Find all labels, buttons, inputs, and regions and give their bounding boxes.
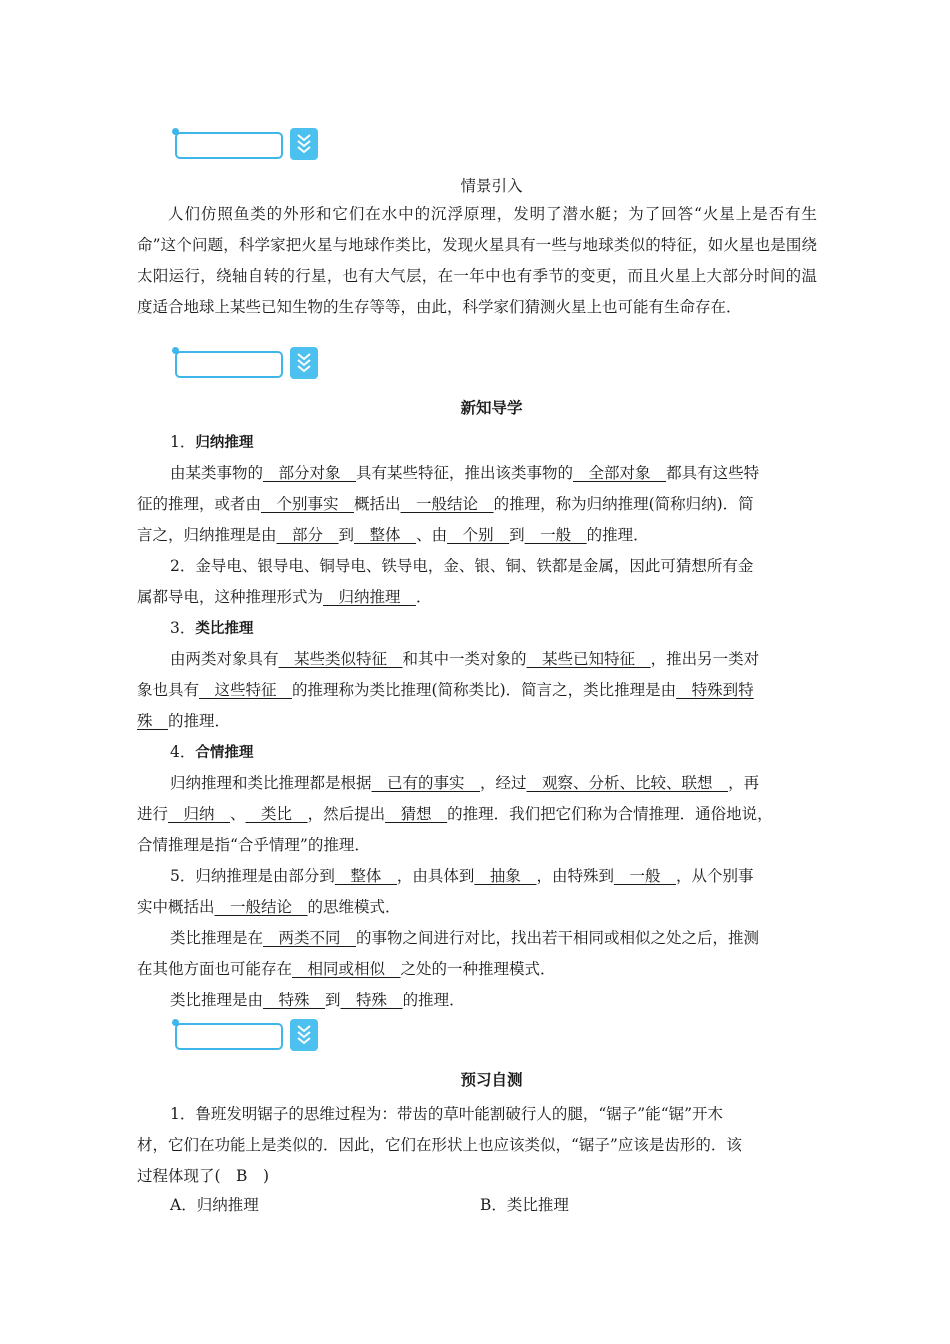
option-a: A．归纳推理: [170, 1196, 259, 1214]
answer-blank: __观察、分析、比较、联想__: [526, 774, 729, 792]
answer-blank: __归纳推理__: [323, 588, 417, 606]
item-4-line-1: [170, 772, 759, 794]
answer-blank: 殊__: [137, 712, 169, 730]
text-span: 都具有这些特: [666, 464, 760, 482]
item-3-number: 3．: [170, 619, 196, 637]
item-4-number: 4．: [170, 743, 196, 761]
item-3-title: 类比推理: [195, 621, 254, 637]
double-chevron-down-icon: [290, 128, 318, 160]
answer-blank: __一般__: [524, 526, 587, 544]
question-1-line-1: 1．鲁班发明锯子的思维过程为：带齿的草叶能割破行人的腿，“锯子”能“锯”开木: [170, 1105, 724, 1123]
text-span: 属都导电，这种推理形式为: [137, 588, 324, 606]
text-span: 由某类事物的: [170, 464, 264, 482]
item-3-heading: [170, 617, 253, 640]
answer-blank: __整体__: [334, 867, 397, 885]
answer-blank: __特殊__: [340, 991, 403, 1009]
text-span: 之处的一种推理模式．: [400, 960, 556, 978]
text-span: 的推理．: [586, 526, 649, 544]
item-1-line-2: [137, 493, 754, 515]
item-5-line-5: [170, 989, 465, 1011]
answer-blank: __类比__: [245, 805, 308, 823]
text-span: 类比推理是在: [170, 929, 264, 947]
answer-blank: __整体__: [354, 526, 417, 544]
text-span: ．: [416, 588, 432, 606]
text-span: ，由特殊到: [536, 867, 614, 885]
section-title-1: 情景引入: [460, 177, 523, 195]
section-title-2: 新知导学: [460, 398, 523, 417]
answer-blank: __一般结论__: [214, 898, 308, 916]
double-chevron-down-icon: [290, 1019, 318, 1051]
item-1-line-3: [137, 524, 649, 546]
answer-blank: __这些特征__: [199, 681, 293, 699]
item-2-line-1: [170, 555, 753, 577]
badge-dot-icon: [172, 1019, 179, 1026]
text-span: 在其他方面也可能存在: [137, 960, 293, 978]
text-span: ，经过: [480, 774, 527, 792]
text-span: 实中概括出: [137, 898, 215, 916]
item-3-line-1: [170, 648, 759, 670]
text-span: 言之，归纳推理是由: [137, 526, 277, 544]
text-span: 的推理．: [402, 991, 465, 1009]
text-span: ，由具体到: [396, 867, 475, 885]
answer-blank: __已有的事实__: [371, 774, 481, 792]
text-span: ，再: [728, 774, 760, 792]
text-span: 由两类对象具有: [170, 650, 279, 668]
option-b: B．类比推理: [480, 1196, 569, 1214]
section-badge-2: [172, 347, 318, 383]
answer-blank: __两类不同__: [263, 929, 357, 947]
item-3-line-2: [137, 679, 754, 701]
answer-blank: __个别__: [447, 526, 510, 544]
answer-blank: __归纳__: [168, 805, 231, 823]
item-5-line-3: [170, 927, 759, 949]
text-span: 概括出: [354, 495, 401, 513]
text-span: 、: [230, 805, 246, 823]
badge-frame: [175, 1023, 283, 1050]
text-span: 的推理．: [168, 712, 231, 730]
answer-blank: __某些类似特征__: [278, 650, 403, 668]
answer-blank: __全部对象__: [573, 464, 667, 482]
item-4-title: 合情推理: [195, 745, 254, 761]
text-span: 和其中一类对象的: [402, 650, 527, 668]
answer-blank: __部分__: [276, 526, 339, 544]
item-4-heading: [170, 741, 253, 764]
item-5-line-1: [170, 865, 753, 887]
text-span: ，从个别事: [675, 867, 754, 885]
text-span: 的推理．我们把它们称为合情推理．通俗地说，: [447, 805, 773, 823]
intro-paragraph: 人们仿照鱼类的外形和它们在水中的沉浮原理，发明了潜水艇；为了回答“火星上是否有生命”这个问题，科学家把火星与地球作类比，发现火星具有一些与地球类似的特征，如火星也是围绕太阳运行，绕轴自转的行星，也有大气层，在一年中也有季节的变更，而且火星上大部分时间的温度适合地球上某些已知生物的生存等等，由此，科学家们猜测火星上也可能有生命存在．: [137, 205, 817, 316]
answer-blank: __一般__: [613, 867, 676, 885]
text-span: 、由: [416, 526, 448, 544]
text-span: 金导电、银导电、铜导电、铁导电，金、银、铜、铁都是金属，因此可猜想所有金: [195, 557, 754, 575]
item-4-line-3: [137, 834, 370, 856]
text-span: 进行: [137, 805, 169, 823]
section-title-3: 预习自测: [460, 1070, 523, 1089]
text-span: 具有某些特征，推出该类事物的: [356, 464, 574, 482]
answer-blank: __部分对象__: [263, 464, 357, 482]
answer-blank: __个别事实__: [261, 495, 355, 513]
item-3-line-3: [137, 710, 230, 732]
item-1-heading: [170, 431, 253, 454]
badge-frame: [175, 351, 283, 378]
item-1-number: 1．: [170, 433, 196, 451]
text-span: 到: [338, 526, 355, 544]
text-span: 的推理称为类比推理(简称类比)．简言之，类比推理是由: [292, 681, 677, 699]
item-1-title: 归纳推理: [195, 435, 254, 451]
answer-blank: __抽象__: [474, 867, 537, 885]
text-span: 合情推理是指“合乎情理”的推理．: [137, 836, 370, 854]
question-1-line-2: 材，它们在功能上是类似的．因此，它们在形状上也应该类似，“锯子”应该是齿形的．该: [137, 1136, 742, 1154]
double-chevron-down-icon: [290, 347, 318, 379]
answer-blank: __一般结论__: [400, 495, 494, 513]
badge-dot-icon: [172, 347, 179, 354]
badge-frame: [175, 132, 283, 159]
text-span: 的推理，称为归纳推理(简称归纳)．简: [493, 495, 754, 513]
answer-blank: __特殊到特: [676, 681, 754, 699]
item-5-line-4: [137, 958, 556, 980]
item-5-number: 5．: [170, 867, 196, 885]
section-badge-1: [172, 128, 318, 164]
question-1-line-3: 过程体现了( B ): [137, 1167, 269, 1185]
item-2-line-2: [137, 586, 432, 608]
text-span: 象也具有: [137, 681, 200, 699]
answer-blank: __某些已知特征__: [526, 650, 651, 668]
item-1-line-1: [170, 462, 759, 484]
item-4-line-2: [137, 803, 773, 825]
answer-blank: __猜想__: [385, 805, 448, 823]
text-span: 归纳推理和类比推理都是根据: [170, 774, 372, 792]
item-5-line-2: [137, 896, 401, 918]
badge-dot-icon: [172, 128, 179, 135]
text-span: 到: [325, 991, 341, 1009]
answer-blank: __相同或相似__: [292, 960, 401, 978]
text-span: 的思维模式．: [307, 898, 401, 916]
answer-blank: __特殊__: [263, 991, 326, 1009]
text-span: 归纳推理是由部分到: [195, 867, 335, 885]
text-span: 到: [509, 526, 525, 544]
item-2-number: 2．: [170, 557, 196, 575]
section-badge-3: [172, 1019, 318, 1055]
text-span: 征的推理，或者由: [137, 495, 262, 513]
text-span: ，推出另一类对: [650, 650, 760, 668]
text-span: 的事物之间进行对比，找出若干相同或相似之处之后，推测: [356, 929, 760, 947]
text-span: 类比推理是由: [170, 991, 264, 1009]
text-span: ，然后提出: [307, 805, 386, 823]
